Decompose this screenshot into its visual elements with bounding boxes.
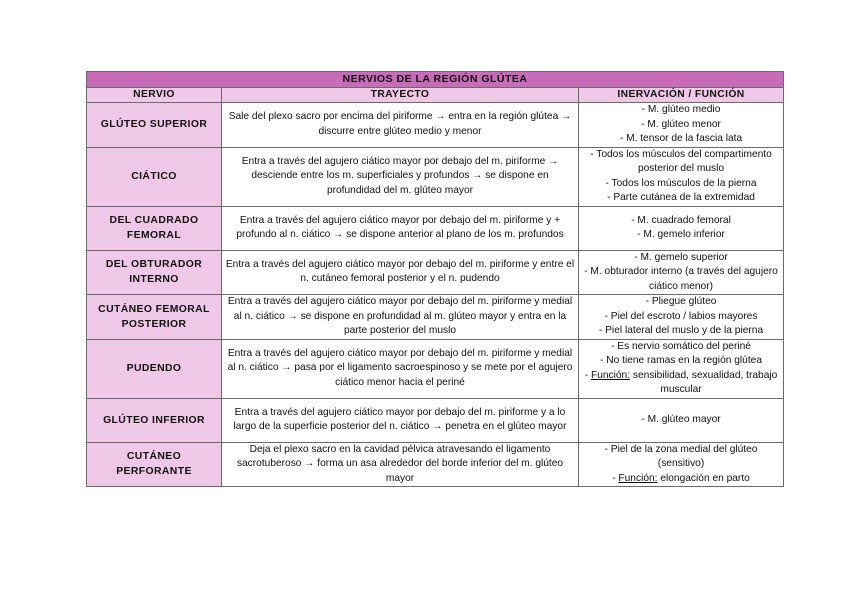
funcion-item: - M. tensor de la fascia lata — [619, 133, 743, 144]
table-row — [87, 339, 784, 398]
table-row — [87, 103, 784, 148]
funcion-item — [582, 369, 780, 398]
nerve-name-cell: PUDENDO — [87, 339, 222, 398]
funcion-cell — [579, 250, 784, 295]
table-row — [87, 295, 784, 340]
trayecto-cell: Entra a través del agujero ciático mayor por debajo del m. piriforme y entre el n. cutáneo femoral posterior y el n. pudendo — [222, 250, 579, 295]
funcion-item: - M. gemelo superior — [634, 251, 728, 263]
funcion-item: - M. glúteo medio — [641, 104, 721, 115]
nerve-name-cell: GLÚTEO SUPERIOR — [87, 103, 222, 148]
table-row — [87, 250, 784, 295]
funcion-item: - Piel del escroto / labios mayores — [604, 310, 758, 322]
table-row — [87, 398, 784, 442]
funcion-item: - Parte cutánea de la extremidad — [607, 192, 755, 203]
funcion-label: Función: — [618, 472, 658, 484]
funcion-item: - M. obturador interno (a través del agujero ciático menor) — [584, 266, 778, 292]
funcion-cell — [579, 339, 784, 398]
table-title: NERVIOS DE LA REGIÓN GLÚTEA — [87, 72, 784, 88]
funcion-item: - No tiene ramas en la región glútea — [600, 355, 762, 366]
nerve-name-cell: DEL CUADRADO FEMORAL — [87, 206, 222, 250]
funcion-label: Función: — [590, 369, 631, 381]
table-row — [87, 442, 784, 487]
trayecto-cell: Entra a través del agujero ciático mayor por debajo del m. piriforme y medial al n. ciático → pasa por el ligamento sacroespinoso y se mete por el agujero ciático menor hacia el periné — [222, 339, 579, 398]
funcion-cell — [579, 206, 784, 250]
funcion-item: - Pliegue glúteo — [645, 296, 717, 307]
funcion-prefix: - — [584, 369, 591, 381]
funcion-text: elongación en parto — [657, 472, 750, 484]
funcion-cell — [579, 442, 784, 487]
trayecto-cell: Sale del plexo sacro por encima del piriforme → entra en la región glúteа → discurre entre glúteo medio y menor — [222, 103, 579, 148]
funcion-text: sensibilidad, sexualidad, trabajo muscular — [630, 369, 778, 395]
trayecto-cell: Entra a través del agujero ciático mayor por debajo del m. piriforme y a lo largo de la superficie posterior del n. ciático → penetra en el glúteo mayor — [222, 398, 579, 442]
funcion-item: - Piel lateral del muslo y de la pierna — [598, 325, 764, 336]
table-title-row — [87, 72, 784, 88]
funcion-item: - M. glúteo mayor — [641, 413, 721, 425]
nerve-name-cell: CUTÁNEO PERFORANTE — [87, 442, 222, 487]
funcion-item: - Todos los músculos de la pierna — [605, 177, 757, 189]
table-row — [87, 206, 784, 250]
nerve-name-cell: GLÚTEO INFERIOR — [87, 398, 222, 442]
table-header-row — [87, 87, 784, 103]
funcion-item: - Piel de la zona medial del glúteo (sensitivo) — [604, 443, 758, 469]
trayecto-cell: Entra a través del agujero ciático mayor por debajo del m. piriforme → desciende entre los m. superficiales y profundos → se dispone en profundidad del m. glúteo mayor — [222, 147, 579, 206]
funcion-item — [582, 472, 780, 487]
funcion-cell — [579, 147, 784, 206]
funcion-prefix: - — [612, 472, 619, 484]
funcion-item: - M. gemelo inferior — [637, 229, 725, 240]
header-nervio: NERVIO — [87, 87, 222, 103]
funcion-item: - M. cuadrado femoral — [631, 214, 731, 226]
table-row — [87, 147, 784, 206]
nerve-name-cell: CIÁTICO — [87, 147, 222, 206]
funcion-item: - Es nervio somático del periné — [611, 340, 751, 352]
funcion-cell — [579, 398, 784, 442]
header-funcion: INERVACIÓN / FUNCIÓN — [579, 87, 784, 103]
funcion-item: - Todos los músculos del compartimento posterior del muslo — [590, 148, 772, 174]
trayecto-cell: Entra a través del agujero ciático mayor por debajo del m. piriforme y + profundo al n. ciático → se dispone anterior al plano de los m. profundos — [222, 206, 579, 250]
table-body — [87, 103, 784, 487]
nerve-name-cell: CUTÁNEO FEMORAL POSTERIOR — [87, 295, 222, 340]
gluteal-nerves-table — [86, 71, 784, 487]
funcion-item: - M. glúteo menor — [641, 118, 721, 130]
trayecto-cell: Deja el plexo sacro en la cavidad pélvica atravesando el ligamento sacrotuberoso → forma un asa alrededor del borde inferior del m. glúteo mayor — [222, 442, 579, 487]
header-trayecto: TRAYECTO — [222, 87, 579, 103]
nerve-name-cell: DEL OBTURADOR INTERNO — [87, 250, 222, 295]
trayecto-cell: Entra a través del agujero ciático mayor por debajo del m. piriforme y medial al n. ciático → se dispone en profundidad al m. glúteo mayor y entra en la parte posterior del muslo — [222, 295, 579, 340]
funcion-cell — [579, 103, 784, 148]
funcion-cell — [579, 295, 784, 340]
